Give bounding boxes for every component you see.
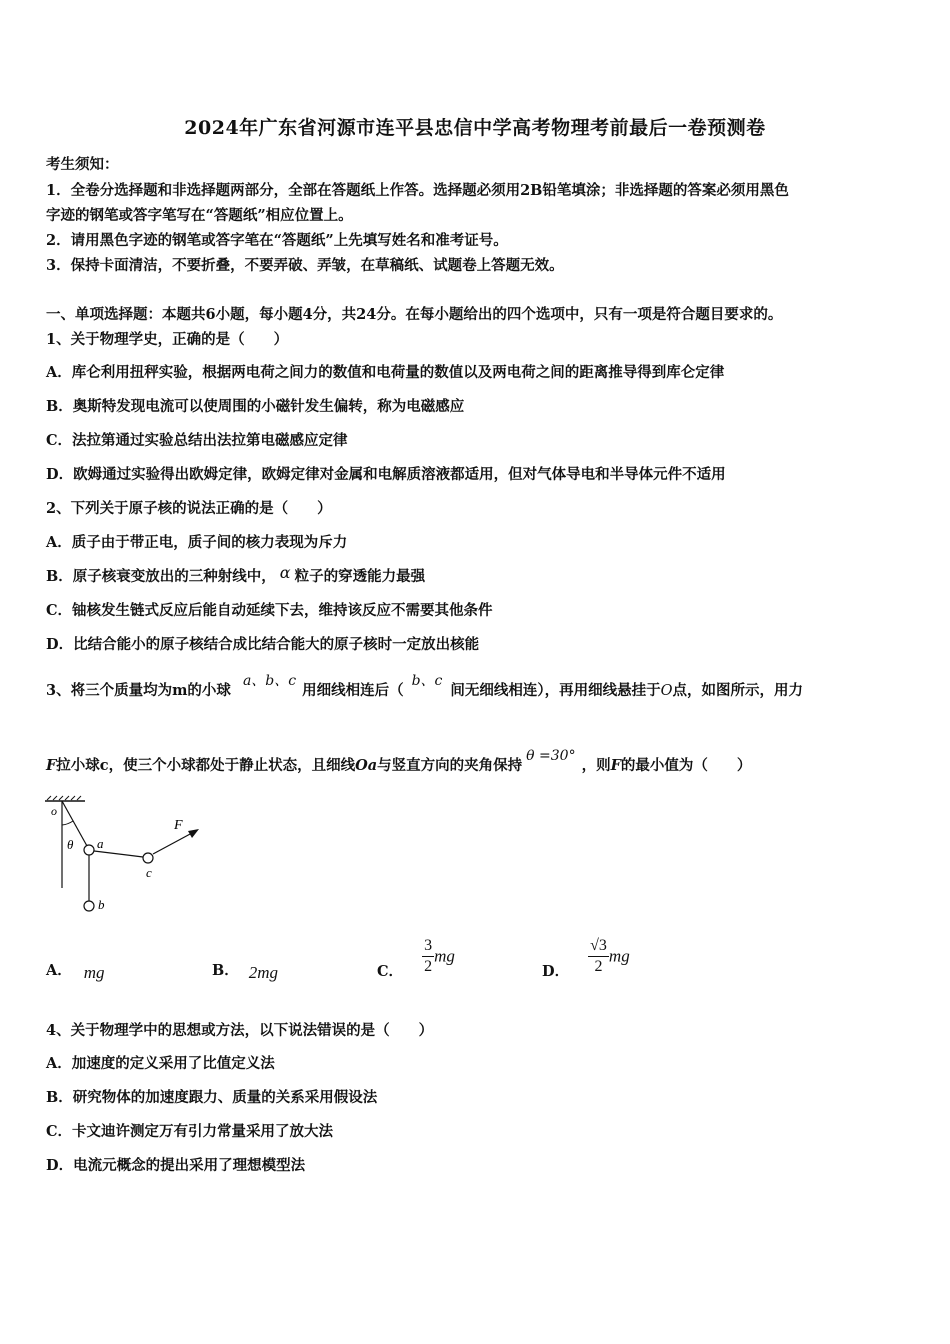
alpha-symbol: α bbox=[279, 563, 291, 582]
notice-item-1: 1．全卷分选择题和非选择题两部分，全部在答题纸上作答。选择题必须用2B铅笔填涂；非选择题的答案必须用黑色 bbox=[46, 182, 789, 199]
q4-option-b: B．研究物体的加速度跟力、质量的关系采用假设法 bbox=[46, 1089, 378, 1106]
q3-option-c: C． $\frac{3}{2}$ mg bbox=[377, 937, 455, 980]
q3-option-a: A． mg bbox=[46, 962, 105, 982]
notice-item-2: 2．请用黑色字迹的钢笔或答字笔在“答题纸”上先填写姓名和准考证号。 bbox=[46, 232, 508, 249]
q3-figure bbox=[40, 795, 220, 920]
label-o: o bbox=[51, 804, 57, 818]
fraction-three-halves: $\frac{3}{2}$ bbox=[424, 937, 433, 975]
string-oa bbox=[62, 801, 87, 846]
q1-option-b: B．奥斯特发现电流可以使周围的小磁针发生偏转，称为电磁感应 bbox=[46, 398, 465, 415]
page-title: 2024年广东省河源市连平县忠信中学高考物理考前最后一卷预测卷 bbox=[184, 117, 766, 139]
q2-option-c: C．铀核发生链式反应后能自动延续下去，维持该反应不需要其他条件 bbox=[46, 602, 493, 619]
q1-stem: 1、关于物理学史，正确的是（ ） bbox=[46, 331, 289, 348]
q4-option-a: A．加速度的定义采用了比值定义法 bbox=[46, 1055, 275, 1072]
q2-option-a: A．质子由于带正电，质子间的核力表现为斥力 bbox=[46, 534, 348, 551]
string-ac bbox=[94, 851, 143, 857]
arrow-head bbox=[188, 829, 199, 838]
ball-b bbox=[84, 901, 94, 911]
notice-item-3: 3．保持卡面清洁，不要折叠，不要弄破、弄皱，在草稿纸、试题卷上答题无效。 bbox=[46, 257, 564, 274]
ball-a bbox=[84, 845, 94, 855]
q2-stem: 2、下列关于原子核的说法正确的是（ ） bbox=[46, 500, 332, 517]
q4-option-c: C．卡文迪许测定万有引力常量采用了放大法 bbox=[46, 1123, 334, 1140]
label-b: b bbox=[98, 897, 105, 912]
q4-option-d: D．电流元概念的提出采用了理想模型法 bbox=[46, 1157, 306, 1174]
notice-heading: 考生须知： bbox=[46, 156, 119, 173]
q3-option-b: B． 2mg bbox=[212, 962, 279, 982]
q2-option-b: B．原子核衰变放出的三种射线中， α 粒子的穿透能力最强 bbox=[46, 563, 426, 585]
ball-labels-bc: b、c bbox=[411, 673, 443, 689]
q1-option-a: A．库仑利用扭秤实验，根据两电荷之间力的数值和电荷量的数值以及两电荷之间的距离推导得到库仑定律 bbox=[46, 364, 725, 381]
q1-option-c: C．法拉第通过实验总结出法拉第电磁感应定律 bbox=[46, 432, 348, 449]
q1-option-d: D．欧姆通过实验得出欧姆定律，欧姆定律对金属和电解质溶液都适用，但对气体导电和半导体元件不适用 bbox=[46, 466, 726, 483]
q3-option-d: D． $\frac{√3}{2}$ mg bbox=[542, 937, 630, 980]
label-c: c bbox=[146, 865, 152, 880]
q3-stem-line2: F拉小球c，使三个小球都处于静止状态，且细线Oa与竖直方向的夹角保持θ =30°，则F的最小值为（ ） bbox=[46, 748, 752, 774]
q3-stem-line1: 3、将三个质量均为m的小球a、b、c用细线相连后（b、c间无细线相连），再用细线悬挂于O点，如图所示，用力 bbox=[46, 673, 804, 699]
notice-item-1-cont: 字迹的钢笔或答字笔写在“答题纸”相应位置上。 bbox=[46, 207, 353, 224]
fraction-root3-halves: $\frac{√3}{2}$ bbox=[590, 937, 607, 975]
ball-c bbox=[143, 853, 153, 863]
theta-value: θ =30° bbox=[526, 748, 576, 764]
angle-arc bbox=[62, 821, 73, 825]
q2-option-d: D．比结合能小的原子核结合成比结合能大的原子核时一定放出核能 bbox=[46, 636, 480, 653]
label-f: F bbox=[174, 818, 183, 833]
q4-stem: 4、关于物理学中的思想或方法，以下说法错误的是（ ） bbox=[46, 1022, 434, 1039]
force-f-arrow bbox=[153, 833, 192, 854]
label-a: a bbox=[97, 836, 104, 851]
ball-labels: a、b、c bbox=[242, 673, 297, 689]
section-heading: 一、单项选择题：本题共6小题，每小题4分，共24分。在每小题给出的四个选项中，只有一项是符合题目要求的。 bbox=[46, 306, 783, 323]
ceiling-hatch bbox=[47, 796, 81, 800]
label-theta: θ bbox=[67, 837, 74, 852]
